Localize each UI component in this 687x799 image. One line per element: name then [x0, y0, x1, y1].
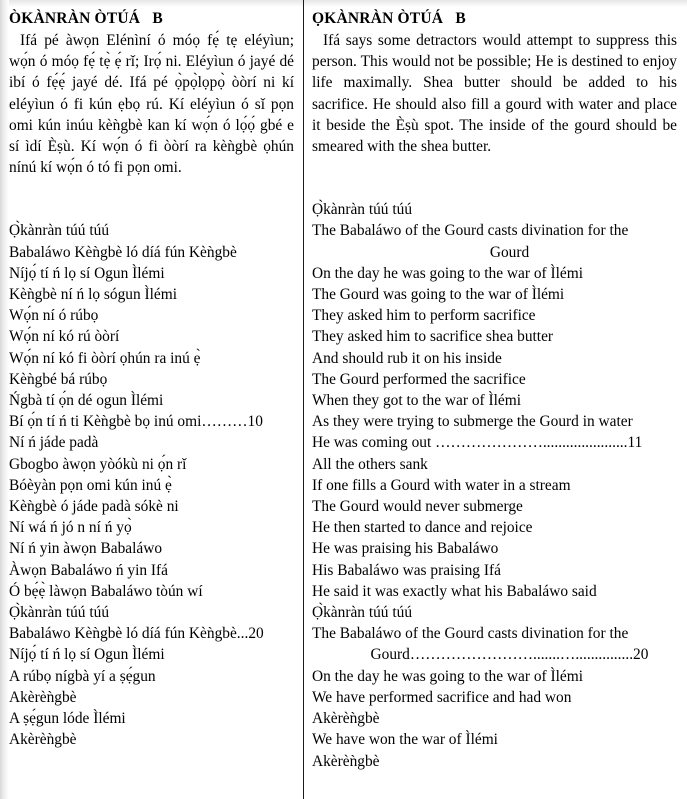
verse-line: Gourd [489, 243, 530, 261]
verse-line: Ọ̀kànràn túú túú [312, 201, 413, 219]
verse-line: Bí ọ́n tí ń ti Kèǹgbè bọ inú omi………10 [9, 413, 263, 431]
verse-line: Akèrèǹgbè [9, 731, 77, 749]
verse-line: Ọ̀kànràn túú túú [9, 222, 110, 240]
left-column-verse [9, 220, 294, 750]
verse-line: He was coming out …………………......................11 [312, 434, 643, 452]
verse-line: Wọ́n ní kó fi òòrí ọhún ra inú ẹ̀ [9, 349, 201, 367]
verse-line: And should rub it on his inside [312, 349, 502, 367]
verse-line: He was praising his Babaláwo [312, 540, 499, 558]
verse-line: They asked him to perform sacrifice [312, 307, 536, 325]
right-column-english [303, 0, 687, 799]
verse-line: On the day he was going to the war of Ìlémi [312, 667, 583, 685]
verse-line: Babaláwo Kèǹgbè ló díá fún Kèǹgbè...20 [9, 625, 264, 643]
left-column-yoruba [0, 0, 303, 799]
verse-line: Babaláwo Kèǹgbè ló díá fún Kèǹgbè [9, 243, 237, 261]
verse-line: All the others sank [312, 455, 428, 473]
verse-line: Bóèyàn pọn omi kún inú ẹ̀ [9, 476, 172, 494]
verse-line: Ó bẹ́ẹ̀ làwọn Babaláwo tòún wí [9, 582, 203, 600]
verse-line: The Gourd performed the sacrifice [312, 370, 526, 388]
verse-line: On the day he was going to the war of Ìlémi [312, 264, 583, 282]
verse-line: Akèrèǹgbè [9, 688, 77, 706]
verse-line: He said it was exactly what his Babaláwo said [312, 582, 597, 600]
verse-line: A rúbọ nígbà yí a ṣẹ́gun [9, 667, 156, 685]
verse-line: Wọ́n ní kó rú òòrí [9, 328, 120, 346]
verse-line: Kèǹgbè ó jáde padà sókè ni [9, 498, 179, 516]
left-column-paragraph-gap [9, 178, 294, 220]
verse-line: His Babaláwo was praising Ifá [312, 561, 501, 579]
verse-line: Ọ̀kànràn túú túú [9, 604, 110, 622]
left-column-intro-paragraph: Ifá pé àwọn Elénìní ó móọ fẹ́ tẹ eléyìun; wọ́n ó móọ fẹ́ tẹ̀ ẹ́ rǐ; Irọ́ ni. Eléyìun ó jayé dé ibí ó fẹ́ẹ́ jayé dé. Ifá pé ọ̀pọ̀lọpọ̀ òòrí ni kí eléyìun ó fi kún ẹbọ rú. Kí eléyìun ó sǐ pọn omi kún inúu kèǹgbè kan kí wọ́n ó lọ́ọ́ gbé e sí ìdí Èṣù. Kí wọ́n ó fi òòrí ra kèǹgbè ọhún nínú kí wọ́n ó tó fi pọn omi. [9, 32, 294, 177]
verse-line: They asked him to sacrifice shea butter [312, 328, 554, 346]
verse-line: Wọ́n ní ó rúbọ [9, 307, 99, 325]
verse-line: Akèrèǹgbè [312, 752, 380, 770]
verse-line: He then started to dance and rejoice [312, 519, 533, 537]
right-column-verse [312, 199, 677, 771]
verse-line: When they got to the war of Ìlémi [312, 392, 521, 410]
right-column-intro-paragraph: Ifá says some detractors would attempt to suppress this person. This would not be possible; He is destined to enjoy life maximally. Shea butter should be added to his sacrifice. He should also fill a gourd with water and place it beside the Èṣù spot. The inside of the gourd should be smeared with the shea butter. [312, 32, 677, 156]
verse-line: We have performed sacrifice and had won [312, 688, 572, 706]
verse-line: The Gourd would never submerge [312, 498, 523, 516]
verse-line: Akèrèǹgbè [312, 710, 380, 728]
verse-line: We have won the war of Ìlémi [312, 731, 498, 749]
verse-line: Kèǹgbé bá rúbọ [9, 370, 108, 388]
verse-line: Ní ń yin àwọn Babaláwo [9, 540, 163, 558]
verse-line: Kèǹgbè ní ń lọ sógun Ìlémi [9, 286, 177, 304]
verse-line: Ọ̀kànràn túú túú [312, 604, 413, 622]
verse-line: As they were trying to submerge the Gourd in water [312, 413, 633, 431]
right-column-heading: ỌKÀNRÀN ÒTÚÁ B [312, 10, 466, 27]
right-column-paragraph-gap [312, 157, 677, 199]
verse-line: Gourd…………………….......…...............20 [370, 646, 649, 664]
verse-line: Gbogbo àwọn yòókù ni ọ́n rǐ [9, 455, 187, 473]
verse-line: Níjọ́ tí ń lọ sí Ogun Ìlémi [9, 264, 165, 282]
left-column-heading: ÒKÀNRÀN ÒTÚÁ B [9, 10, 163, 27]
verse-line: The Babaláwo of the Gourd casts divination for the [312, 625, 629, 643]
verse-line: Ní wá ń jó n ní ń yọ̀ [9, 519, 132, 537]
verse-line: Ńgbà tí ọ́n dé ogun Ìlémi [9, 392, 164, 410]
verse-line: The Gourd was going to the war of Ìlémi [312, 286, 565, 304]
verse-line: Àwọn Babaláwo ń yin Ifá [9, 561, 168, 579]
verse-line: Níjọ́ tí ń lọ sí Ogun Ìlémi [9, 646, 165, 664]
verse-line: A ṣẹ́gun lóde Ìlémi [9, 710, 126, 728]
verse-line: Ní ń jáde padà [9, 434, 99, 452]
verse-line: If one fills a Gourd with water in a stream [312, 476, 571, 494]
verse-line: The Babaláwo of the Gourd casts divination for the [312, 222, 629, 240]
